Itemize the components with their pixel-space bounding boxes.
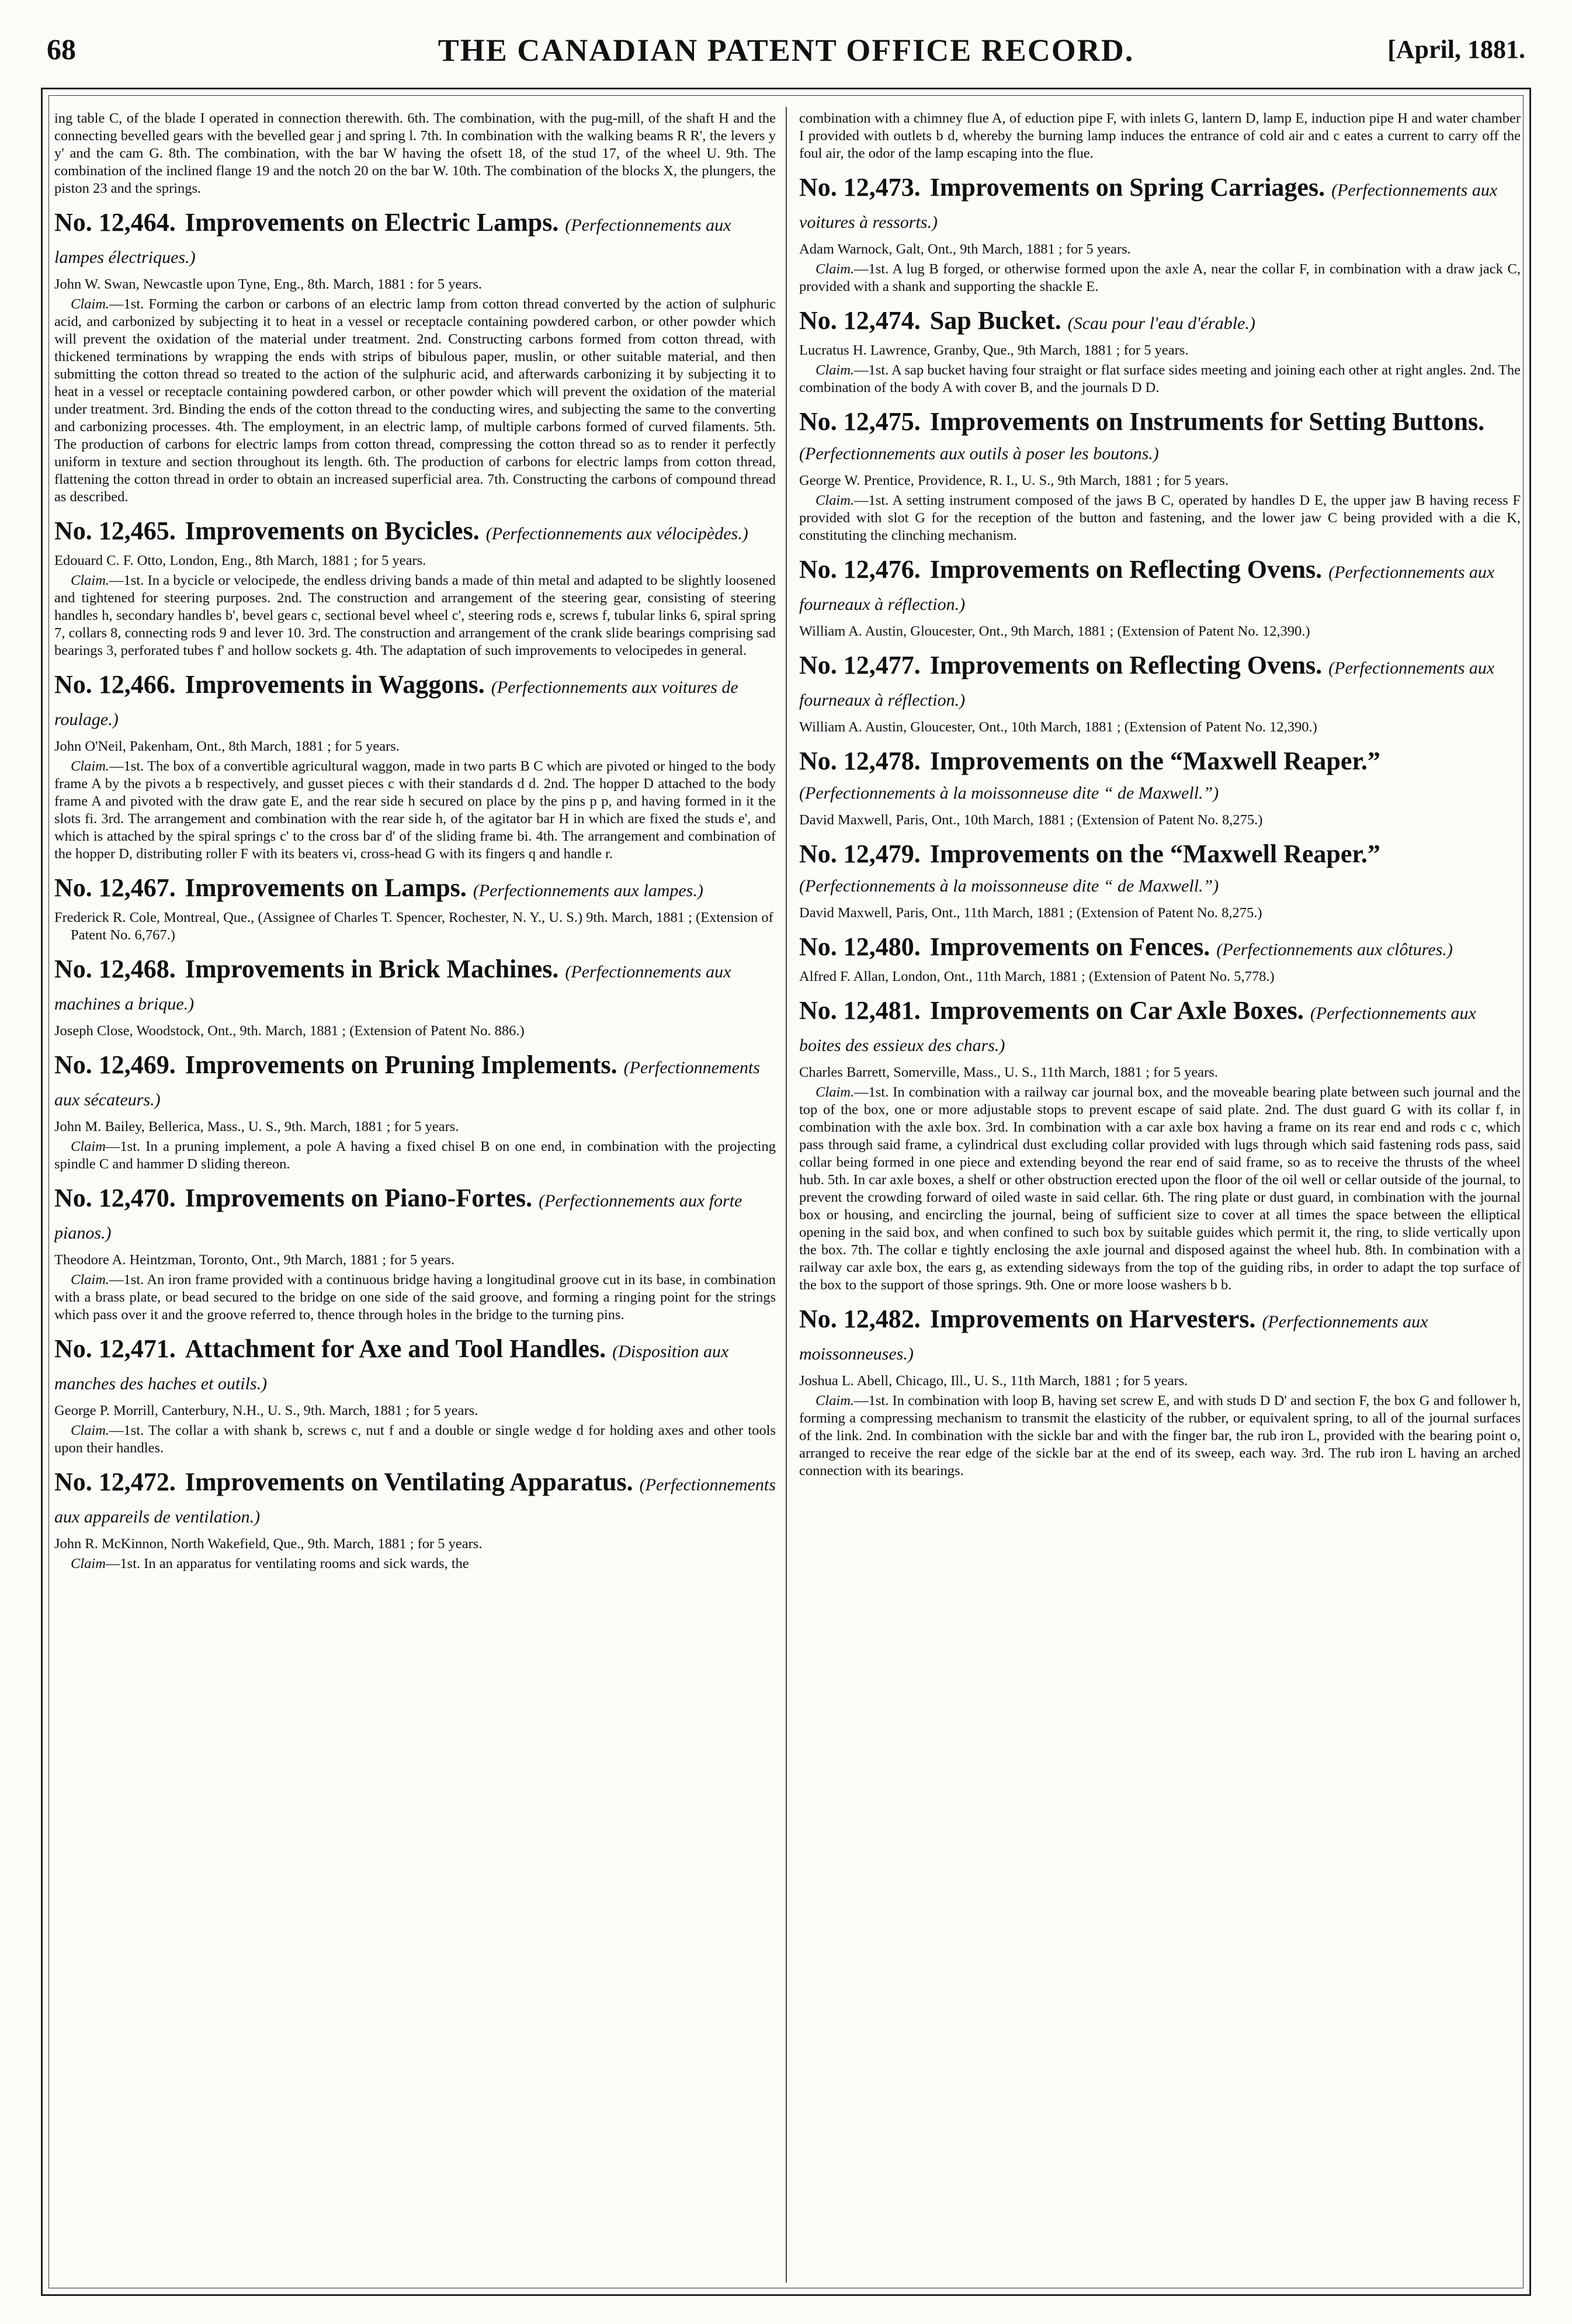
patent-french-title: (Perfectionnements aux voitures de roulage.) bbox=[54, 678, 738, 729]
patent-number: No. 12,481. bbox=[799, 996, 921, 1025]
patent-entry bbox=[799, 840, 1521, 922]
patent-entry bbox=[54, 1184, 776, 1324]
issue-date: [April, 1881. bbox=[1387, 35, 1525, 64]
claim-text: —1st. In a pruning implement, a pole A having a fixed chisel B on one end, in combination with the projecting spindle C and hammer D sliding thereon. bbox=[54, 1139, 776, 1172]
patent-applicant: David Maxwell, Paris, Ont., 10th March, 1881 ; (Extension of Patent No. 8,275.) bbox=[799, 812, 1263, 828]
patent-applicant: Joseph Close, Woodstock, Ont., 9th. March, 1881 ; (Extension of Patent No. 886.) bbox=[54, 1023, 525, 1039]
patent-title: Improvements on Instruments for Setting Buttons. bbox=[929, 407, 1485, 436]
claim-text: —1st. An iron frame provided with a continuous bridge having a longitudinal groove cut in its base, in combination with a brass plate, or bead secured to the bridge on one side of the said groove, and forming a ringing point for the strings which pass over it and the groove referred to, thence through holes in the bridge to the turning pins. bbox=[54, 1272, 776, 1323]
patent-number: No. 12,467. bbox=[54, 873, 176, 902]
patent-claim bbox=[54, 758, 776, 863]
patent-entry bbox=[799, 1305, 1521, 1480]
patent-heading bbox=[54, 955, 776, 1019]
patent-french-title: (Perfectionnements aux fourneaux à réflection.) bbox=[799, 563, 1495, 614]
patent-claim bbox=[54, 572, 776, 660]
claim-text: —1st. A lug B forged, or otherwise formed upon the axle A, near the collar F, in combination with a draw jack C, provided with a shank and supporting the shackle E. bbox=[799, 261, 1521, 294]
claim-label: Claim. bbox=[816, 1084, 855, 1100]
claim-label: Claim bbox=[71, 1139, 106, 1154]
patent-applicant: Edouard C. F. Otto, London, Eng., 8th March, 1881 ; for 5 years. bbox=[54, 553, 426, 568]
patent-claim bbox=[54, 1555, 776, 1573]
patent-applicant: John M. Bailey, Bellerica, Mass., U. S., 9th. March, 1881 ; for 5 years. bbox=[54, 1119, 459, 1135]
right-column bbox=[799, 110, 1521, 2283]
patent-heading bbox=[54, 208, 776, 272]
patent-applicant: Lucratus H. Lawrence, Granby, Que., 9th March, 1881 ; for 5 years. bbox=[799, 342, 1189, 358]
patent-entry bbox=[799, 996, 1521, 1294]
patent-french-title: (Perfectionnements à la moissonneuse dite “ de Maxwell.”) bbox=[799, 876, 1219, 896]
patent-french-title: (Perfectionnements aux appareils de ventilation.) bbox=[54, 1475, 776, 1527]
patent-applicant: Joshua L. Abell, Chicago, Ill., U. S., 11th March, 1881 ; for 5 years. bbox=[799, 1373, 1188, 1389]
claim-label: Claim. bbox=[816, 362, 855, 378]
page-header bbox=[41, 32, 1531, 79]
patent-french-title: (Perfectionnements aux clôtures.) bbox=[1216, 940, 1453, 959]
patent-entry bbox=[799, 555, 1521, 640]
patent-title: Improvements on Electric Lamps. bbox=[185, 208, 559, 237]
patent-title: Improvements on the “Maxwell Reaper.” bbox=[929, 747, 1380, 775]
patent-entry bbox=[54, 955, 776, 1040]
patent-french-title: (Perfectionnements aux vélocipèdes.) bbox=[485, 524, 748, 543]
patent-entry bbox=[54, 1468, 776, 1573]
patent-applicant: Frederick R. Cole, Montreal, Que., (Assignee of Charles T. Spencer, Rochester, N. Y., U. S.) 9th. March, 1881 ; (Extension of Patent No. 6,767.) bbox=[54, 910, 773, 943]
patent-title: Improvements on Pruning Implements. bbox=[185, 1050, 617, 1079]
claim-label: Claim. bbox=[71, 573, 110, 588]
claim-label: Claim. bbox=[816, 1393, 855, 1409]
patent-number: No. 12,466. bbox=[54, 670, 176, 699]
patent-number: No. 12,465. bbox=[54, 516, 176, 545]
patent-claim bbox=[54, 1138, 776, 1173]
patent-entry bbox=[54, 208, 776, 506]
patent-number: No. 12,473. bbox=[799, 173, 921, 202]
patent-number: No. 12,477. bbox=[799, 651, 921, 679]
patent-french-title: (Perfectionnements aux forte pianos.) bbox=[54, 1191, 742, 1243]
patent-claim bbox=[799, 362, 1521, 397]
continued-claim-text: combination with a chimney flue A, of eduction pipe F, with inlets G, lantern D, lamp E, induction pipe H and water chamber I provided with outlets b d, whereby the burning lamp induces the entrance of cold air and c eates a current to carry off the foul air, the odor of the lamp escaping into the flue. bbox=[799, 110, 1521, 161]
patent-claim bbox=[799, 1392, 1521, 1480]
page-number: 68 bbox=[47, 33, 76, 65]
page-frame bbox=[41, 88, 1531, 2296]
patent-french-title: (Perfectionnements aux lampes électriques.) bbox=[54, 216, 731, 267]
patent-title: Improvements on Ventilating Apparatus. bbox=[185, 1468, 633, 1496]
patent-claim bbox=[799, 261, 1521, 296]
claim-label: Claim bbox=[71, 1556, 106, 1572]
patent-number: No. 12,468. bbox=[54, 955, 176, 983]
patent-heading bbox=[799, 1305, 1521, 1369]
patent-heading bbox=[799, 932, 1521, 965]
claim-text: —1st. A setting instrument composed of the jaws B C, operated by handles D E, the upper jaw B having recess F provided with slot G for the reception of the button and fastening, and the lower jaw C being provided with a die K, constituting the clinching mechanism. bbox=[799, 492, 1521, 543]
claim-label: Claim. bbox=[71, 296, 110, 312]
patent-title: Improvements on Lamps. bbox=[185, 873, 467, 902]
patent-applicant: George P. Morrill, Canterbury, N.H., U. S., 9th. March, 1881 ; for 5 years. bbox=[54, 1403, 478, 1418]
patent-heading bbox=[54, 670, 776, 734]
patent-heading bbox=[799, 996, 1521, 1060]
patent-heading bbox=[799, 555, 1521, 619]
patent-heading bbox=[799, 840, 1521, 901]
patent-entry bbox=[54, 670, 776, 863]
patent-applicant: William A. Austin, Gloucester, Ont., 9th March, 1881 ; (Extension of Patent No. 12,390.) bbox=[799, 623, 1310, 639]
patent-heading bbox=[799, 173, 1521, 237]
patent-number: No. 12,464. bbox=[54, 208, 176, 237]
patent-claim bbox=[54, 1271, 776, 1324]
claim-text: —1st. In an apparatus for ventilating rooms and sick wards, the bbox=[105, 1556, 469, 1572]
patent-french-title: (Perfectionnements aux sécateurs.) bbox=[54, 1058, 760, 1109]
patent-number: No. 12,482. bbox=[799, 1305, 921, 1333]
patent-number: No. 12,469. bbox=[54, 1050, 176, 1079]
patent-applicant: Alfred F. Allan, London, Ont., 11th March, 1881 ; (Extension of Patent No. 5,778.) bbox=[799, 969, 1275, 984]
patent-french-title: (Perfectionnements aux boites des essieux des chars.) bbox=[799, 1004, 1476, 1055]
patent-heading bbox=[54, 873, 776, 906]
left-column bbox=[54, 110, 776, 2283]
patent-title: Improvements on Reflecting Ovens. bbox=[929, 555, 1323, 584]
patent-claim bbox=[54, 1422, 776, 1457]
patent-entry bbox=[799, 407, 1521, 544]
patent-entry bbox=[54, 1050, 776, 1173]
patent-title: Improvements on Car Axle Boxes. bbox=[929, 996, 1304, 1025]
patent-french-title: (Perfectionnements aux machines a brique.) bbox=[54, 962, 731, 1014]
patent-title: Improvements on Spring Carriages. bbox=[929, 173, 1325, 202]
continued-claim-text: ing table C, of the blade I operated in connection therewith. 6th. The combination, with the pug-mill, of the shaft H and the connecting bevelled gears with the bevelled gear j and spring l. 7th. In combination with the walking beams R R', the levers y y' and the cam G. 8th. The combination, with the bar W having the ofsett 18, of the stud 17, of the wheel U. 9th. The combination of the inclined flange 19 and the notch 20 on the bar W. 10th. The combination of the blocks X, the plungers, the piston 23 and the springs. bbox=[54, 110, 776, 196]
patent-applicant: William A. Austin, Gloucester, Ont., 10th March, 1881 ; (Extension of Patent No. 12,390.) bbox=[799, 719, 1317, 735]
patent-number: No. 12,475. bbox=[799, 407, 921, 436]
patent-number: No. 12,474. bbox=[799, 306, 921, 335]
column-divider bbox=[786, 107, 787, 2283]
patent-claim bbox=[799, 492, 1521, 544]
patent-number: No. 12,478. bbox=[799, 747, 921, 775]
patent-french-title: (Perfectionnements aux moissonneuses.) bbox=[799, 1312, 1428, 1364]
claim-text: —1st. The box of a convertible agricultural waggon, made in two parts B C which are pivoted or hinged to the body frame A by the pivots a b respectively, and gusset pieces c with their standards d d. 2nd. The hopper D attached to the body frame A and pivoted with the draw gate E, and the rear side h secured on place by the pins p p, and having formed in it the slots fi. 3rd. The arrangement and combination with the rear side h, of the agitator bar H in which are fixed the studs e', and which is attached by the spiral springs c' to the cross bar d' of the sliding frame bi. 4th. The arrangement and combination of the hopper D, distributing roller F with its beaters vi, cross-head G with its fingers q and handle r. bbox=[54, 758, 776, 862]
patent-title: Improvements on Piano-Fortes. bbox=[185, 1184, 533, 1212]
patent-french-title: (Perfectionnements aux outils à poser les boutons.) bbox=[799, 444, 1159, 463]
patent-applicant: Theodore A. Heintzman, Toronto, Ont., 9th March, 1881 ; for 5 years. bbox=[54, 1252, 455, 1268]
claim-text: —1st. A sap bucket having four straight or flat surface sides meeting and joining each other at right angles. 2nd. The combination of the body A with cover B, and the journals D D. bbox=[799, 362, 1521, 396]
patent-applicant: George W. Prentice, Providence, R. I., U. S., 9th March, 1881 ; for 5 years. bbox=[799, 473, 1229, 488]
patent-applicant: John W. Swan, Newcastle upon Tyne, Eng., 8th. March, 1881 : for 5 years. bbox=[54, 276, 483, 292]
patent-title: Improvements on Bycicles. bbox=[185, 516, 480, 545]
claim-text: —1st. Forming the carbon or carbons of an electric lamp from cotton thread converted by the action of sulphuric acid, and carbonized by subjecting it to heat in a vessel or receptacle containing powdered carbon, or other powder which will prevent the oxidation of the material under treatment. 2nd. Constructing carbons formed from cotton thread, with thickened terminations by wrapping the ends with strips of bibulous paper, muslin, or other suitable material, and then submitting the cotton thread so treated to the action of the sulphuric acid, and afterwards carbonizing it by subjecting it to heat in a vessel or receptacle containing powdered carbon, or other powder which will prevent the oxidation of the material under treatment. 3rd. Binding the ends of the cotton thread to the conducting wires, and subjecting the same to the converting and carbonizing processes. 4th. The employment, in an electric lamp, of multiple carbons formed of curved filaments. 5th. The production of carbons for electric lamps from cotton thread, compressing the cotton thread so as to render it perfectly uniform in texture and section throughout its length. 6th. The production of carbons for electric lamps from cotton thread, flattening the cotton thread in order to obtain an increased superficial area. 7th. Constructing the carbons of compound thread as described. bbox=[54, 296, 776, 505]
claim-text: —1st. In a bycicle or velocipede, the endless driving bands a made of thin metal and adapted to be slightly loosened and tightened for steering purposes. 2nd. The construction and arrangement of the steering gear, consisting of steering handles h, secondary handles b', bevel gears c, sectional bevel wheel c', steering rods e, screws f, tubular links 6, spiral spring 7, collars 8, connecting rods 9 and lever 10. 3rd. The construction and arrangement of the crank slide bearings comprising sad bearings 3, perforated tubes f' and hollow sockets g. 4th. The adaptation of such improvements to velocipedes in general. bbox=[54, 573, 776, 658]
patent-heading bbox=[799, 407, 1521, 469]
patent-title: Improvements on Fences. bbox=[929, 932, 1210, 961]
patent-title: Improvements in Waggons. bbox=[185, 670, 485, 699]
claim-label: Claim. bbox=[816, 261, 855, 277]
claim-label: Claim. bbox=[71, 758, 110, 774]
patent-heading bbox=[54, 1184, 776, 1248]
patent-heading bbox=[54, 516, 776, 549]
patent-applicant: Charles Barrett, Somerville, Mass., U. S., 11th March, 1881 ; for 5 years. bbox=[799, 1064, 1218, 1080]
patent-claim bbox=[54, 296, 776, 506]
patent-heading bbox=[799, 306, 1521, 338]
patent-applicant: John R. McKinnon, North Wakefield, Que., 9th. March, 1881 ; for 5 years. bbox=[54, 1536, 483, 1552]
patent-entry bbox=[799, 747, 1521, 829]
patent-number: No. 12,476. bbox=[799, 555, 921, 584]
patent-entry bbox=[54, 1334, 776, 1457]
patent-title: Sap Bucket. bbox=[929, 306, 1061, 335]
patent-french-title: (Perfectionnements aux fourneaux à réflection.) bbox=[799, 658, 1495, 710]
patent-heading bbox=[54, 1468, 776, 1532]
patent-entry bbox=[54, 516, 776, 660]
patent-applicant: David Maxwell, Paris, Ont., 11th March, 1881 ; (Extension of Patent No. 8,275.) bbox=[799, 905, 1262, 921]
patent-french-title: (Disposition aux manches des haches et outils.) bbox=[54, 1342, 729, 1393]
claim-label: Claim. bbox=[816, 492, 855, 508]
patent-title: Improvements on the “Maxwell Reaper.” bbox=[929, 840, 1380, 868]
claim-label: Claim. bbox=[71, 1423, 110, 1438]
patent-title: Improvements on Reflecting Ovens. bbox=[929, 651, 1323, 679]
patent-heading bbox=[54, 1050, 776, 1115]
patent-entry bbox=[799, 306, 1521, 397]
publication-title: THE CANADIAN PATENT OFFICE RECORD. bbox=[438, 33, 1134, 68]
patent-french-title: (Perfectionnements aux lampes.) bbox=[473, 881, 703, 900]
patent-entry bbox=[799, 651, 1521, 736]
patent-number: No. 12,472. bbox=[54, 1468, 176, 1496]
patent-number: No. 12,470. bbox=[54, 1184, 176, 1212]
patent-entry bbox=[799, 932, 1521, 986]
patent-number: No. 12,480. bbox=[799, 932, 921, 961]
patent-number: No. 12,471. bbox=[54, 1334, 176, 1363]
patent-applicant: John O'Neil, Pakenham, Ont., 8th March, 1881 ; for 5 years. bbox=[54, 738, 400, 754]
patent-french-title: (Perfectionnements à la moissonneuse dite “ de Maxwell.”) bbox=[799, 783, 1219, 803]
claim-label: Claim. bbox=[71, 1272, 110, 1288]
patent-entry bbox=[799, 173, 1521, 296]
patent-number: No. 12,479. bbox=[799, 840, 921, 868]
patent-title: Improvements in Brick Machines. bbox=[185, 955, 559, 983]
patent-title: Attachment for Axe and Tool Handles. bbox=[185, 1334, 606, 1363]
patent-title: Improvements on Harvesters. bbox=[929, 1305, 1256, 1333]
patent-french-title: (Perfectionnements aux voitures à ressorts.) bbox=[799, 181, 1498, 232]
patent-heading bbox=[54, 1334, 776, 1399]
patent-heading bbox=[799, 747, 1521, 808]
patent-heading bbox=[799, 651, 1521, 715]
patent-french-title: (Scau pour l'eau d'érable.) bbox=[1067, 314, 1255, 333]
patent-claim bbox=[799, 1084, 1521, 1294]
claim-text: —1st. In combination with a railway car journal box, and the moveable bearing plate between such journal and the top of the box, one or more adjustable stops to prevent escape of said plate. 2nd. The dust guard G with its collar f, in combination with the axle box. 3rd. In combination with a car axle box having a frame on its rear end and rods c c, which pass through said frame, a cylindrical dust excluding collar provided with lugs through which said fastening rods pass, said collar being formed in one piece and extending beyond the rear end of said frame, so as to receive the thrusts of the wheel hub. 5th. In car axle boxes, a shelf or other obstruction erected upon the floor of the oil well or cellar outside of the journal, to prevent the crowding forward of oiled waste in said cellar. 6th. The ring plate or dust guard, in combination with the journal box or housing, and encircling the journal, being of sufficient size to cover at all times the space between the elliptical opening in the said box, and when confined to such box by suitable guides which permit it, the ring, to slide vertically upon the box. 7th. The collar e tightly enclosing the axle journal and disposed against the wheel hub. 8th. In combination with a railway car axle box, the ears g, as extending sideways from the top of the guiding ribs, in order to adapt the top surface of the box to the support of those springs. 9th. One or more loose washers b b. bbox=[799, 1084, 1521, 1293]
patent-entry bbox=[54, 873, 776, 944]
patent-applicant: Adam Warnock, Galt, Ont., 9th March, 1881 ; for 5 years. bbox=[799, 241, 1131, 257]
claim-text: —1st. The collar a with shank b, screws c, nut f and a double or single wedge d for holding axes and other tools upon their handles. bbox=[54, 1423, 776, 1456]
claim-text: —1st. In combination with loop B, having set screw E, and with studs D D' and section F, the box G and follower h, forming a compressing mechanism to transmit the elasticity of the rubber, or equivalent spring, to all of the journal surfaces of the link. 2nd. In combination with the sickle bar and with the finger bar, the rub iron L, provided with the bearing point o, arranged to receive the rear edge of the sickle bar at the end of its sweep, each way. 3rd. The rub iron L having an arched connection with its bearings. bbox=[799, 1393, 1521, 1479]
